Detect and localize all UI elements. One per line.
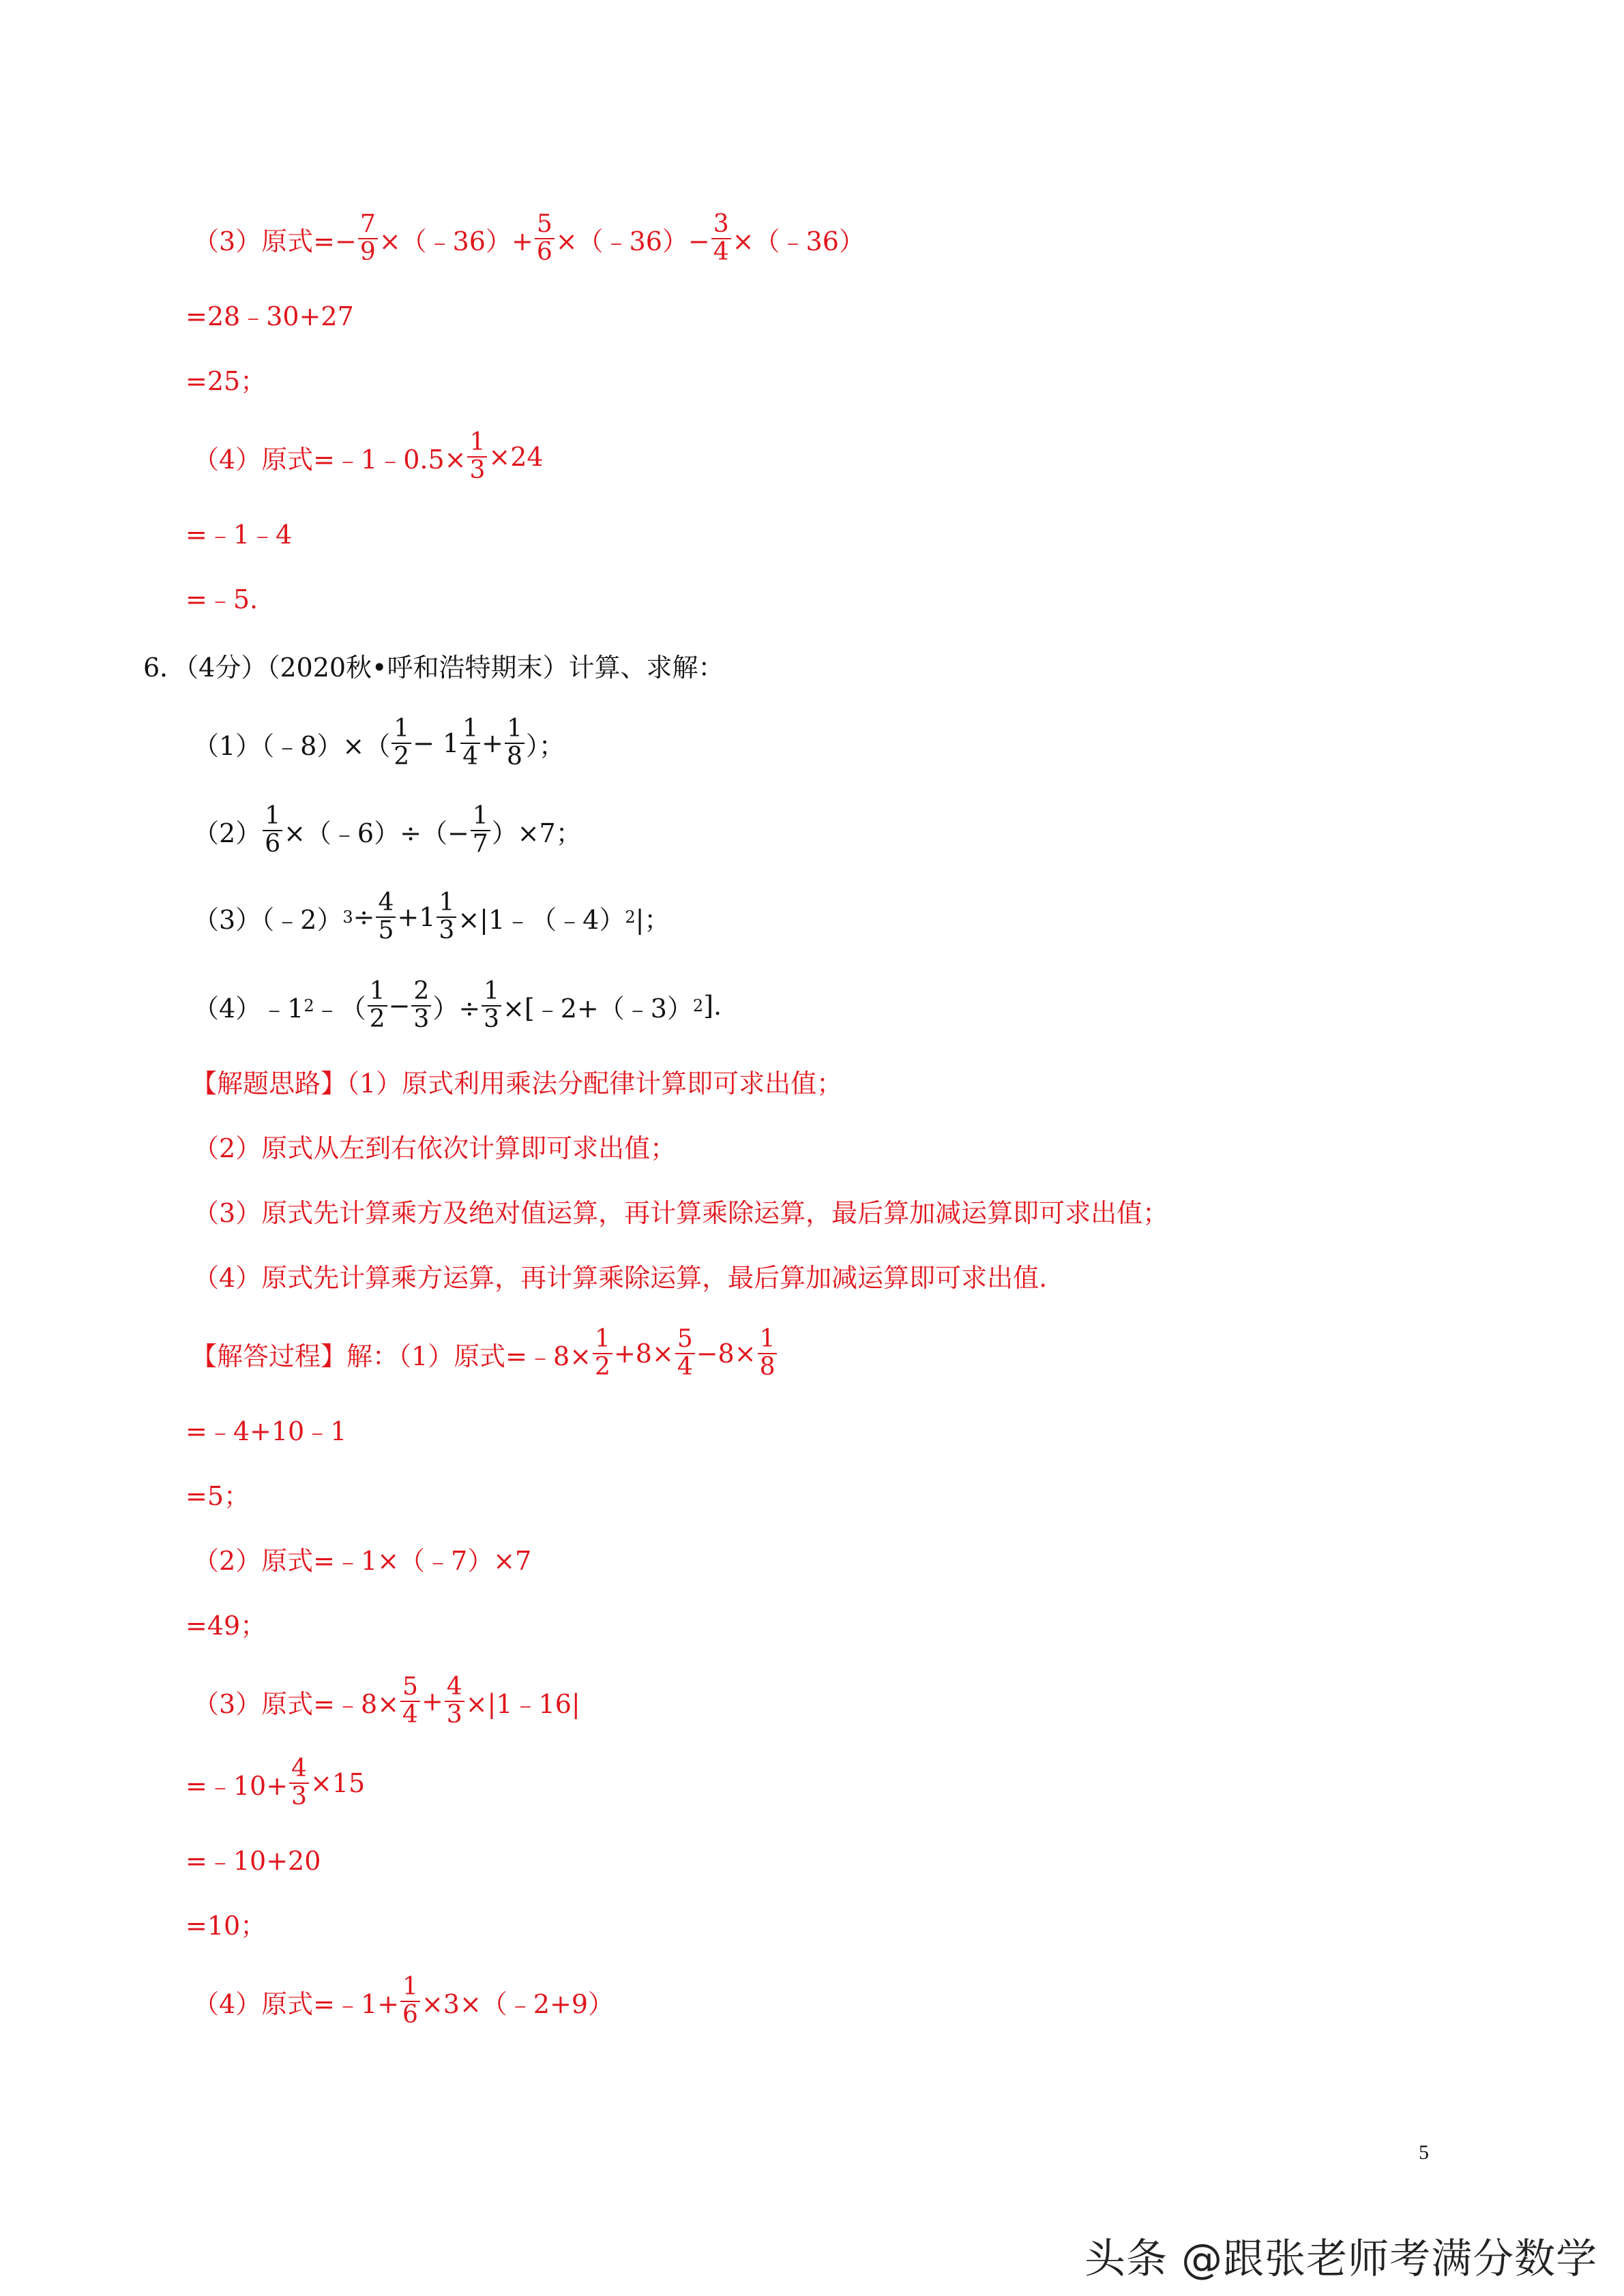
fraction: $\frac{5}{4}$ xyxy=(400,1675,420,1727)
fraction: $\frac{1}{6}$ xyxy=(263,804,282,856)
fraction: $\frac{1}{3}$ xyxy=(482,979,501,1032)
q6-problem-1: （1）（﹣8）×（ $\frac{1}{2}$ − 1 $\frac{1}{4}$ + $\frac{1}{8}$ ）； xyxy=(193,715,565,771)
fraction: $\frac{1}{4}$ xyxy=(460,717,480,769)
answer-step: =10； xyxy=(186,1910,267,1941)
answer-step: =﹣4+10﹣1 xyxy=(186,1416,347,1446)
thinking-line-1: 【解题思路】（1）原式利用乘法分配律计算即可求出值； xyxy=(191,1068,843,1099)
fraction: $\frac{1}{2}$ xyxy=(392,717,411,769)
answer-step: =5； xyxy=(186,1480,250,1511)
fraction: $\frac{1}{3}$ xyxy=(437,891,456,943)
q5-solution-line-3: （3）原式=− $\frac{7}{9}$ ×（﹣36）+ $\frac{5}{6}$ ×（﹣36）− $\frac{3}{4}$ ×（﹣36） xyxy=(193,210,865,266)
answer-line-3: （3）原式=﹣8× $\frac{5}{4}$ + $\frac{4}{3}$ ×|1﹣16| xyxy=(193,1673,580,1729)
fraction: $\frac{3}{4}$ xyxy=(711,212,731,265)
thinking-line-3: （3）原式先计算乘方及绝对值运算，再计算乘除运算，最后算加减运算即可求出值； xyxy=(193,1197,1169,1228)
fraction: $\frac{5}{6}$ xyxy=(535,212,555,265)
fraction: $\frac{1}{6}$ xyxy=(400,1975,420,2027)
q5-step: =﹣5. xyxy=(186,584,259,614)
fraction: $\frac{4}{5}$ xyxy=(376,891,396,943)
q5-step: =28﹣30+27 xyxy=(186,301,354,331)
q5-step: =25； xyxy=(186,366,267,396)
answer-step: =﹣10+20 xyxy=(186,1845,321,1876)
fraction: $\frac{5}{4}$ xyxy=(675,1327,695,1380)
q5-solution-line-4: （4）原式=﹣1﹣0.5× $\frac{1}{3}$ ×24 xyxy=(193,428,544,484)
thinking-line-2: （2）原式从左到右依次计算即可求出值； xyxy=(193,1133,677,1163)
answer-line-2: （2）原式=﹣1×（﹣7）×7 xyxy=(193,1545,532,1576)
fraction: $\frac{4}{3}$ xyxy=(289,1757,309,1809)
page-number: 5 xyxy=(1419,2141,1429,2164)
question-6-header: 6．（4分）（2020秋•呼和浩特期末）计算、求解： xyxy=(143,652,724,683)
q6-problem-3: （3）（﹣2） 3 ÷ $\frac{4}{5}$ +1 $\frac{1}{3}$ ×|1﹣（﹣4） 2 |； xyxy=(193,889,670,944)
fraction: $\frac{1}{3}$ xyxy=(467,430,487,483)
q6-problem-4: （4）﹣1 2 ﹣（ $\frac{1}{2}$ − $\frac{2}{3}$ ）÷ $\frac{1}{3}$ ×[﹣2+（﹣3） 2 ]. xyxy=(193,977,722,1033)
answer-line-1: 【解答过程】解：（1）原式=﹣8× $\frac{1}{2}$ +8× $\frac{5}{4}$ −8× $\frac{1}{8}$ xyxy=(191,1316,778,1391)
fraction: $\frac{2}{3}$ xyxy=(411,979,431,1032)
q6-problem-2: （2） $\frac{1}{6}$ ×（﹣6）÷（− $\frac{1}{7}$ ）×7； xyxy=(193,802,582,858)
answer-step: =49； xyxy=(186,1610,267,1641)
fraction: $\frac{1}{2}$ xyxy=(593,1327,612,1380)
fraction: $\frac{1}{2}$ xyxy=(368,979,387,1032)
fraction: $\frac{1}{7}$ xyxy=(471,804,490,856)
watermark: 头条 @跟张老师考满分数学 xyxy=(1084,2235,1598,2283)
fraction: $\frac{4}{3}$ xyxy=(445,1675,464,1727)
thinking-line-4: （4）原式先计算乘方运算，再计算乘除运算，最后算加减运算即可求出值. xyxy=(193,1262,1048,1293)
fraction: $\frac{7}{9}$ xyxy=(358,212,378,265)
q5-step: =﹣1﹣4 xyxy=(186,519,293,550)
answer-step: =﹣10+ $\frac{4}{3}$ ×15 xyxy=(186,1755,366,1810)
fraction: $\frac{1}{8}$ xyxy=(505,717,525,769)
fraction: $\frac{1}{8}$ xyxy=(758,1327,778,1380)
answer-line-4: （4）原式=﹣1+ $\frac{1}{6}$ ×3×（﹣2+9） xyxy=(193,1973,615,2029)
